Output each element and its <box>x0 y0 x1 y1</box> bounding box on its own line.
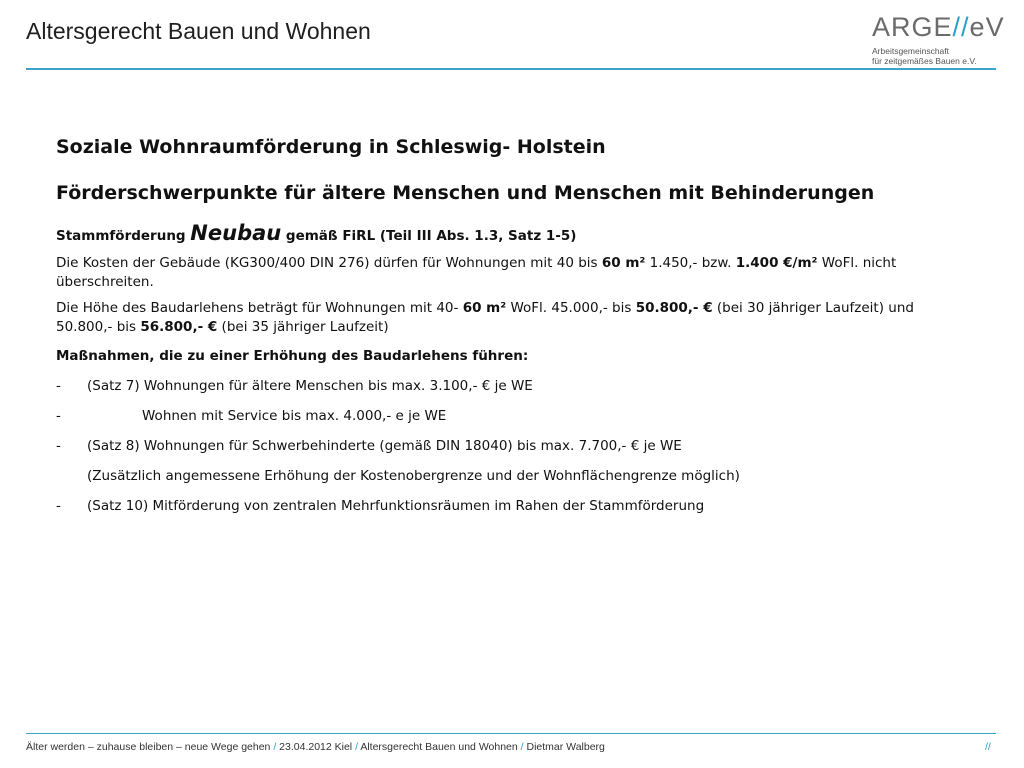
slide-subheading: Förderschwerpunkte für ältere Menschen und Menschen mit Behinderungen <box>56 182 875 204</box>
measures-heading: Maßnahmen, die zu einer Erhöhung des Baudarlehens führen: <box>56 348 529 364</box>
neubau-label: Neubau <box>190 221 282 245</box>
arge-logo <box>872 12 1005 66</box>
logo-subtitle: Arbeitsgemeinschaft für zeitgemäßes Bauen e.V. <box>872 46 977 66</box>
slide-content <box>56 132 956 516</box>
footer-text: Älter werden – zuhause bleiben – neue Wege gehen / 23.04.2012 Kiel / Altersgerecht Bauen und Wohnen / Dietmar Walberg <box>26 741 605 753</box>
slide-heading: Soziale Wohnraumförderung in Schleswig- Holstein <box>56 136 606 158</box>
list-item: - Wohnen mit Service bis max. 4.000,- e je WE <box>56 408 447 424</box>
list-item: - (Satz 10) Mitförderung von zentralen Mehrfunktionsräumen im Rahen der Stammförderung <box>56 498 705 514</box>
page-header-title: Altersgerecht Bauen und Wohnen <box>26 18 371 44</box>
cost-limit-paragraph: Die Kosten der Gebäude (KG300/400 DIN 276) dürfen für Wohnungen mit 40 bis 60 m² 1.450,- bzw. 1.400 €/m² WoFl. nicht überschreiten. <box>56 255 897 290</box>
logo-wordmark: ARGE//eV <box>872 12 1005 42</box>
funding-category: Stammförderung Neubau gemäß FiRL (Teil III Abs. 1.3, Satz 1-5) <box>56 221 577 245</box>
list-note: (Zusätzlich angemessene Erhöhung der Kostenobergrenze und der Wohnflächengrenze möglich) <box>87 468 740 484</box>
list-item: - (Satz 7) Wohnungen für ältere Menschen bis max. 3.100,- € je WE <box>56 378 533 394</box>
header-divider <box>26 68 996 70</box>
list-item: - (Satz 8) Wohnungen für Schwerbehinderte (gemäß DIN 18040) bis max. 7.700,- € je WE <box>56 438 682 454</box>
footer-divider <box>26 733 996 734</box>
footer-mark: // <box>985 741 991 753</box>
loan-amount-paragraph: Die Höhe des Baudarlehens beträgt für Wohnungen mit 40- 60 m² WoFl. 45.000,- bis 50.800,- € (bei 30 jähriger Laufzeit) und 50.800,- bis 56.800,- € (bei 35 jähriger Laufzeit) <box>56 300 914 335</box>
